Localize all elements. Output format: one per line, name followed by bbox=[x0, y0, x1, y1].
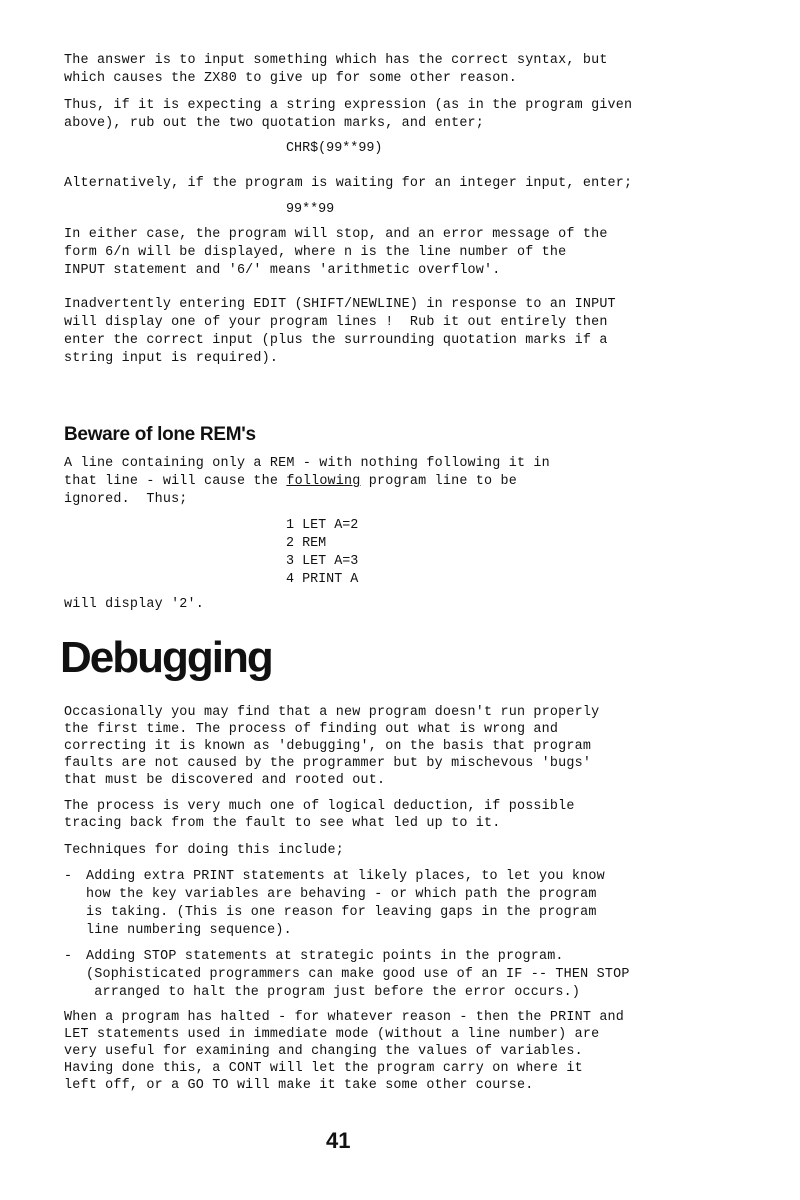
underlined-word-following: following bbox=[286, 474, 361, 489]
bullet2-line3: arranged to halt the program just before the error occurs.) bbox=[86, 985, 581, 1000]
intro-para1-line2: which causes the ZX80 to give up for some other reason. bbox=[64, 71, 517, 86]
bullet1-line4: line numbering sequence). bbox=[86, 923, 292, 938]
debug-para3: Techniques for doing this include; bbox=[64, 843, 345, 858]
intro-para2-line2: above), rub out the two quotation marks, and enter; bbox=[64, 116, 485, 131]
bullet2-line1: Adding STOP statements at strategic points in the program. bbox=[86, 949, 564, 964]
rem-para-line2-end: program line to be bbox=[360, 474, 517, 489]
intro-para3: Alternatively, if the program is waiting for an integer input, enter; bbox=[64, 176, 633, 191]
rem-para-line2 bbox=[64, 473, 517, 491]
debug-para4-line5: left off, or a GO TO will make it take some other course. bbox=[64, 1078, 534, 1093]
debug-para4-line2: LET statements used in immediate mode (without a line number) are bbox=[64, 1027, 600, 1042]
debug-para2-line2: tracing back from the fault to see what led up to it. bbox=[64, 816, 501, 831]
bullet-marker-1: - bbox=[64, 869, 73, 884]
rem-code-line-4: 4 PRINT A bbox=[286, 572, 359, 587]
rem-result: will display '2'. bbox=[64, 597, 205, 612]
debug-para4-line4: Having done this, a CONT will let the program carry on where it bbox=[64, 1061, 583, 1076]
debug-para1-line5: that must be discovered and rooted out. bbox=[64, 773, 386, 788]
debug-para1-line1: Occasionally you may find that a new program doesn't run properly bbox=[64, 705, 600, 720]
bullet2-line2: (Sophisticated programmers can make good use of an IF -- THEN STOP bbox=[86, 967, 630, 982]
bullet1-line2: how the key variables are behaving - or which path the program bbox=[86, 887, 597, 902]
intro-para1-line1: The answer is to input something which has the correct syntax, but bbox=[64, 53, 608, 68]
intro-para5-line2: will display one of your program lines ! Rub it out entirely then bbox=[64, 315, 608, 330]
intro-para4-line1: In either case, the program will stop, and an error message of the bbox=[64, 227, 608, 242]
rem-para-line1: A line containing only a REM - with nothing following it in bbox=[64, 456, 550, 471]
debug-para4-line1: When a program has halted - for whatever reason - then the PRINT and bbox=[64, 1010, 625, 1025]
debug-para4-line3: very useful for examining and changing the values of variables. bbox=[64, 1044, 583, 1059]
debugging-heading: Debugging bbox=[60, 633, 272, 682]
rem-code-line-3: 3 LET A=3 bbox=[286, 554, 359, 569]
bullet1-line1: Adding extra PRINT statements at likely places, to let you know bbox=[86, 869, 605, 884]
bullet-marker-2: - bbox=[64, 949, 73, 964]
rem-section-heading: Beware of lone REM's bbox=[64, 424, 256, 445]
page-number: 41 bbox=[326, 1128, 351, 1153]
intro-para4-line3: INPUT statement and '6/' means 'arithmetic overflow'. bbox=[64, 263, 501, 278]
intro-para2-line1: Thus, if it is expecting a string expression (as in the program given bbox=[64, 98, 633, 113]
rem-code-line-2: 2 REM bbox=[286, 536, 327, 551]
code-example-chr: CHR$(99**99) bbox=[286, 141, 383, 156]
intro-para5-line4: string input is required). bbox=[64, 351, 279, 366]
debug-para1-line3: correcting it is known as 'debugging', on the basis that program bbox=[64, 739, 592, 754]
debug-para1-line4: faults are not caused by the programmer but by mischevous 'bugs' bbox=[64, 756, 592, 771]
debug-para1-line2: the first time. The process of finding out what is wrong and bbox=[64, 722, 559, 737]
intro-para5-line1: Inadvertently entering EDIT (SHIFT/NEWLINE) in response to an INPUT bbox=[64, 297, 616, 312]
rem-para-line2-start: that line - will cause the bbox=[64, 474, 287, 489]
debug-para2-line1: The process is very much one of logical deduction, if possible bbox=[64, 799, 575, 814]
bullet1-line3: is taking. (This is one reason for leaving gaps in the program bbox=[86, 905, 597, 920]
rem-para-line3: ignored. Thus; bbox=[64, 492, 188, 507]
intro-para4-line2: form 6/n will be displayed, where n is the line number of the bbox=[64, 245, 567, 260]
rem-code-line-1: 1 LET A=2 bbox=[286, 518, 359, 533]
code-example-overflow: 99**99 bbox=[286, 202, 335, 217]
intro-para5-line3: enter the correct input (plus the surrounding quotation marks if a bbox=[64, 333, 608, 348]
